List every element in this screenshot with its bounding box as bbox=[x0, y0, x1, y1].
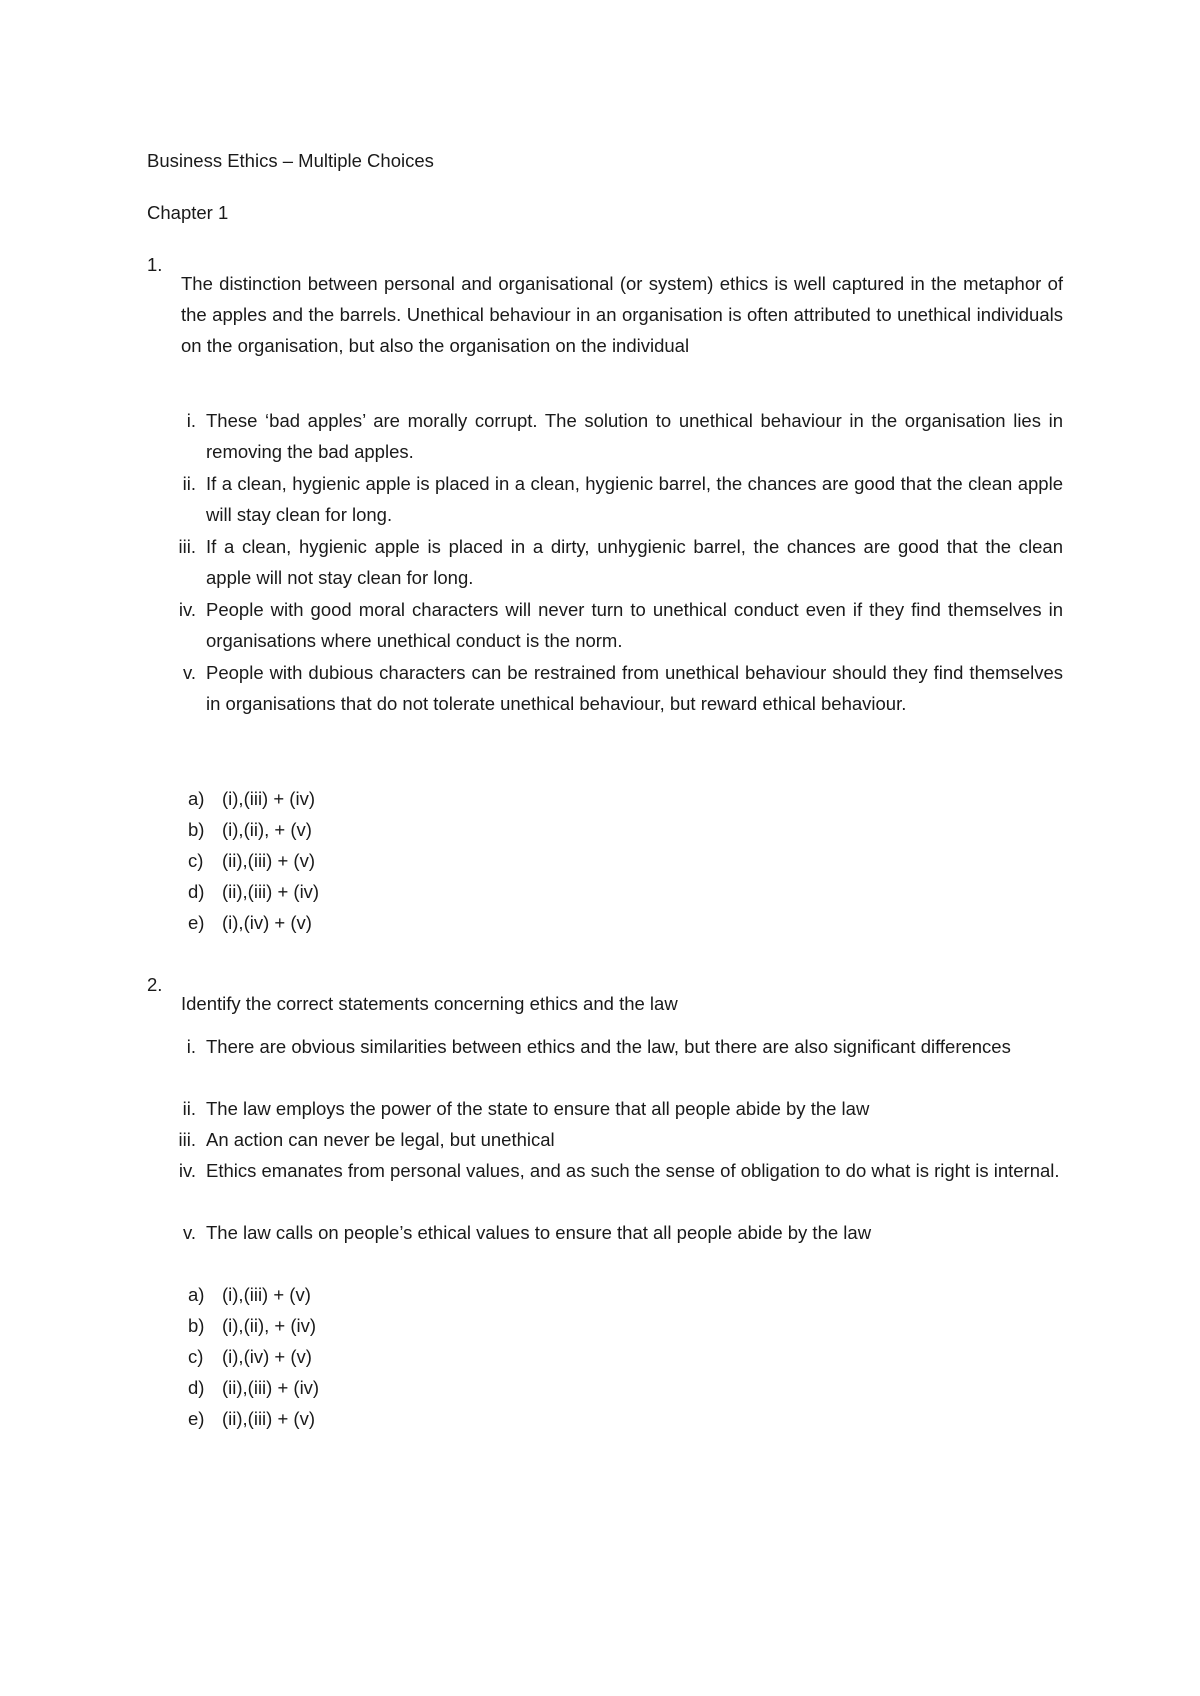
statement-number: iii. bbox=[178, 536, 196, 557]
option-letter: b) bbox=[188, 819, 205, 840]
statement-number: i. bbox=[186, 1036, 196, 1057]
statement-number: iv. bbox=[178, 1160, 196, 1181]
option-text: (i),(iv) + (v) bbox=[222, 1346, 312, 1367]
chapter-heading: Chapter 1 bbox=[147, 202, 229, 223]
document-title: Business Ethics – Multiple Choices bbox=[147, 150, 434, 171]
option-letter: e) bbox=[188, 1408, 205, 1429]
statement-text: If a clean, hygienic apple is placed in a dirty, unhygienic barrel, the chances are good that the clean apple will not stay clean for long. bbox=[206, 536, 1063, 588]
statement-text: These ‘bad apples’ are morally corrupt. The solution to unethical behaviour in the organisation lies in removing the bad apples. bbox=[206, 410, 1063, 462]
statement-number: iv. bbox=[178, 599, 196, 620]
statement-number: v. bbox=[182, 1222, 196, 1243]
statement-text: There are obvious similarities between ethics and the law, but there are also significant differences bbox=[206, 1036, 1011, 1057]
statement-number: ii. bbox=[182, 1098, 196, 1119]
statement-text: People with dubious characters can be restrained from unethical behaviour should they find themselves in organisations that do not tolerate unethical behaviour, but reward ethical behaviour. bbox=[206, 662, 1063, 714]
option-letter: a) bbox=[188, 1284, 205, 1305]
question-text: The distinction between personal and organisational (or system) ethics is well captured in the metaphor of the apples and the barrels. Unethical behaviour in an organisation is often attributed to unethical individuals on the organisation, but also the organisation on the individual bbox=[181, 272, 1063, 356]
question-number: 2. bbox=[147, 974, 163, 995]
statement-text: The law calls on people’s ethical values to ensure that all people abide by the law bbox=[206, 1222, 872, 1243]
statement-number: v. bbox=[182, 662, 196, 683]
option-text: (i),(ii), + (v) bbox=[222, 819, 312, 840]
option-letter: c) bbox=[188, 1346, 204, 1367]
option-text: (i),(iv) + (v) bbox=[222, 912, 312, 933]
option-text: (ii),(iii) + (v) bbox=[222, 850, 315, 871]
option-letter: a) bbox=[188, 788, 205, 809]
statement-number: i. bbox=[186, 410, 196, 431]
option-text: (ii),(iii) + (v) bbox=[222, 1408, 315, 1429]
statement-text: An action can never be legal, but unethical bbox=[206, 1129, 555, 1150]
statement-text: People with good moral characters will never turn to unethical conduct even if they find themselves in organisations where unethical conduct is the norm. bbox=[206, 599, 1063, 651]
option-text: (i),(iii) + (v) bbox=[222, 1284, 311, 1305]
statement-text: If a clean, hygienic apple is placed in a clean, hygienic barrel, the chances are good that the clean apple will stay clean for long. bbox=[206, 473, 1063, 525]
option-letter: e) bbox=[188, 912, 205, 933]
statement-number: iii. bbox=[178, 1129, 196, 1150]
option-text: (i),(iii) + (iv) bbox=[222, 788, 315, 809]
question-text: Identify the correct statements concerning ethics and the law bbox=[181, 992, 678, 1014]
option-letter: b) bbox=[188, 1315, 205, 1336]
option-letter: d) bbox=[188, 1377, 205, 1398]
question-number: 1. bbox=[147, 254, 163, 275]
option-letter: c) bbox=[188, 850, 204, 871]
option-text: (ii),(iii) + (iv) bbox=[222, 1377, 320, 1398]
option-letter: d) bbox=[188, 881, 205, 902]
statement-number: ii. bbox=[182, 473, 196, 494]
statement-text: Ethics emanates from personal values, and as such the sense of obligation to do what is right is internal. bbox=[206, 1160, 1060, 1181]
option-text: (i),(ii), + (iv) bbox=[222, 1315, 317, 1336]
statement-text: The law employs the power of the state to ensure that all people abide by the law bbox=[206, 1098, 870, 1119]
option-text: (ii),(iii) + (iv) bbox=[222, 881, 320, 902]
